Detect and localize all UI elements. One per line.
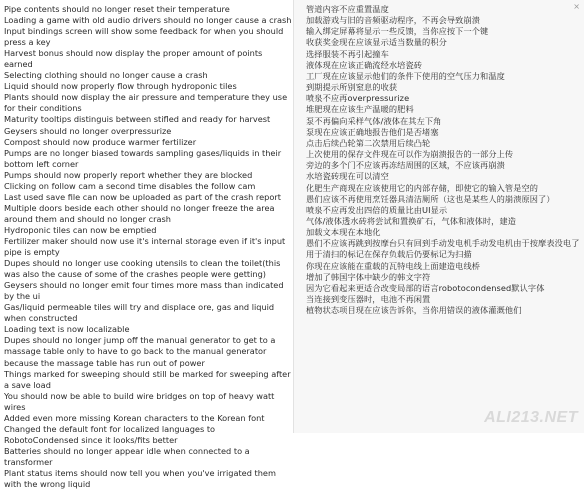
english-note-line: Dupes should no longer jump off the manual generator to get to a massage table only to have to go back to the manual generator because the massage table has run out of power	[4, 335, 276, 368]
chinese-note-line: 液体现在应该正确流经水培瓷砖	[306, 59, 423, 70]
chinese-note-line: 增加了韩国字体中缺少的韩文字符	[306, 271, 431, 282]
english-note-line: Loading text is now localizable	[4, 324, 130, 335]
english-note-line: Pumps should now properly report whether they are blocked	[4, 169, 253, 180]
english-note-line: Liquid should now properly flow through hydroponic tiles	[4, 81, 237, 92]
chinese-note-line: 加载文本现在本地化	[306, 227, 381, 238]
chinese-note-line: 管道内容不应重置温度	[306, 4, 389, 14]
chinese-note-line: 愚们应该不再使用烹饪器具清洁厕所（这也是某些人的崩溃原因了）	[306, 193, 555, 204]
english-note-line: Gas/liquid permeable tiles will try and displace ore, gas and liquid when constructed	[4, 302, 275, 324]
chinese-note-line: 输入绑定屏幕将显示一些反馈，当你应按下一个键	[306, 26, 489, 37]
english-note-line: Fertilizer maker should now use it's internal storage even if it's input pipe is empty	[4, 235, 286, 258]
english-note-line: Geysers should no longer emit four times more mass than indicated by the ui	[4, 280, 284, 302]
chinese-note-line: 因为它看起来更适合改变局部的语言robotocondensed默认字体	[306, 282, 545, 293]
chinese-translation-panel	[294, 0, 584, 433]
chinese-note-line: 选择服装不再引起撞车	[306, 48, 389, 59]
english-note-line: You should now be able to build wire bridges on top of heavy watt wires	[4, 390, 275, 412]
english-note-line: Geysers should no longer overpressurize	[4, 125, 172, 136]
chinese-note-line: 泵不再偏向采样气体/液体在其左下角	[306, 115, 442, 126]
chinese-note-line: 到期提示所别窒息的收获	[306, 82, 398, 93]
english-note-line: Plants should now display the air pressure and temperature they use for their conditions	[4, 92, 288, 114]
english-note-line: Multiple doors beside each other should no longer freeze the area around them and should no longer crash	[4, 202, 275, 224]
chinese-note-line: 上次使用的保存文件现在可以作为崩溃报告的一部分上传	[306, 149, 514, 160]
chinese-note-line: 堆肥现在应该生产温暖的肥料	[306, 104, 414, 115]
chinese-note-line: 水培瓷砖现在可以清空	[306, 171, 389, 182]
chinese-note-line: 工厂现在应该显示他们的条件下使用的空气压力和温度	[306, 70, 505, 81]
english-note-line: Dupes should no longer use cooking utensils to clean the toilet(this was also the cause of some of the crashes people were getting)	[4, 258, 281, 280]
english-note-line: Pumps are no longer biased towards sampling gases/liquids in their bottom left corner	[4, 147, 282, 169]
english-note-line: Batteries should no longer appear idle when connected to a transformer	[4, 445, 250, 467]
chinese-note-line: 加载游戏与旧的音频驱动程序，不再会导致崩溃	[306, 15, 481, 26]
english-note-line: Added even more missing Korean characters to the Korean font	[4, 412, 265, 423]
english-note-line: Maturity tooltips distinguis between stifled and ready for harvest	[4, 114, 271, 125]
chinese-note-line: 点击后续凸轮第二次禁用后续凸轮	[306, 137, 431, 148]
english-note-line: Clicking on follow cam a second time disables the follow cam	[4, 180, 256, 191]
chinese-note-line: 泵现在应该正确地报告他们是否堵塞	[306, 126, 439, 137]
chinese-note-line: 化肥生产商现在应该使用它的内部存储，即使它的输入管是空的	[306, 182, 539, 193]
chinese-note-line: 用于清扫的标记在保存负载后仍要标记为扫描	[306, 249, 472, 260]
chinese-note-line: 收获奖金现在应该显示适当数量的积分	[306, 37, 447, 48]
english-note-line: Things marked for sweeping should still be marked for sweeping after a save load	[4, 368, 291, 390]
english-note-line: Input bindings screen will show some feedback for when you should press a key	[4, 26, 284, 48]
chinese-note-line: 当连接到变压器时，电池不再闲置	[306, 294, 431, 305]
english-note-line: Plant status items should now tell you when you've irrigated them with the wrong liquid	[4, 467, 276, 490]
english-note-line: Harvest bonus should now display the proper amount of points earned	[4, 48, 263, 70]
close-icon[interactable]: ×	[573, 2, 580, 11]
chinese-note-line: 旁边的多个门不应该再冻结周围的区域，不应该再崩溃	[306, 160, 505, 171]
chinese-note-line: 气体/液体透水砖将尝试和置换矿石，气体和液体时，建造	[306, 215, 517, 226]
site-watermark: ALI213.NET	[484, 409, 578, 426]
english-note-line: Selecting clothing should no longer cause a crash	[4, 70, 208, 81]
english-note-line: Changed the default font for localized languages to RobotoCondensed since it looks/fits better	[4, 423, 216, 445]
english-note-line: Loading a game with old audio drivers should no longer cause a crash	[4, 15, 292, 26]
english-note-line: Pipe contents should no longer reset their temperature	[4, 4, 230, 14]
chinese-note-line: 愚们不应该再跳到按摩台只有回到手动发电机手动发电机由于按摩表没电了	[306, 238, 580, 249]
chinese-note-line: 喷泉不应再overpressurize	[306, 93, 410, 104]
english-note-line: Last used save file can now be uploaded as part of the crash report	[4, 191, 281, 202]
english-note-line: Compost should now produce warmer fertilizer	[4, 136, 197, 147]
chinese-note-line: 植物状态项目现在应该告诉你，当你用错误的液体灌溉他们	[306, 305, 522, 316]
chinese-note-line: 喷泉不应再发出四倍的质量比由UI显示	[306, 204, 448, 215]
chinese-note-line: 你现在应该能在重载的瓦特电线上面建造电线桥	[306, 260, 481, 271]
english-note-line: Hydroponic tiles can now be emptied	[4, 224, 157, 235]
